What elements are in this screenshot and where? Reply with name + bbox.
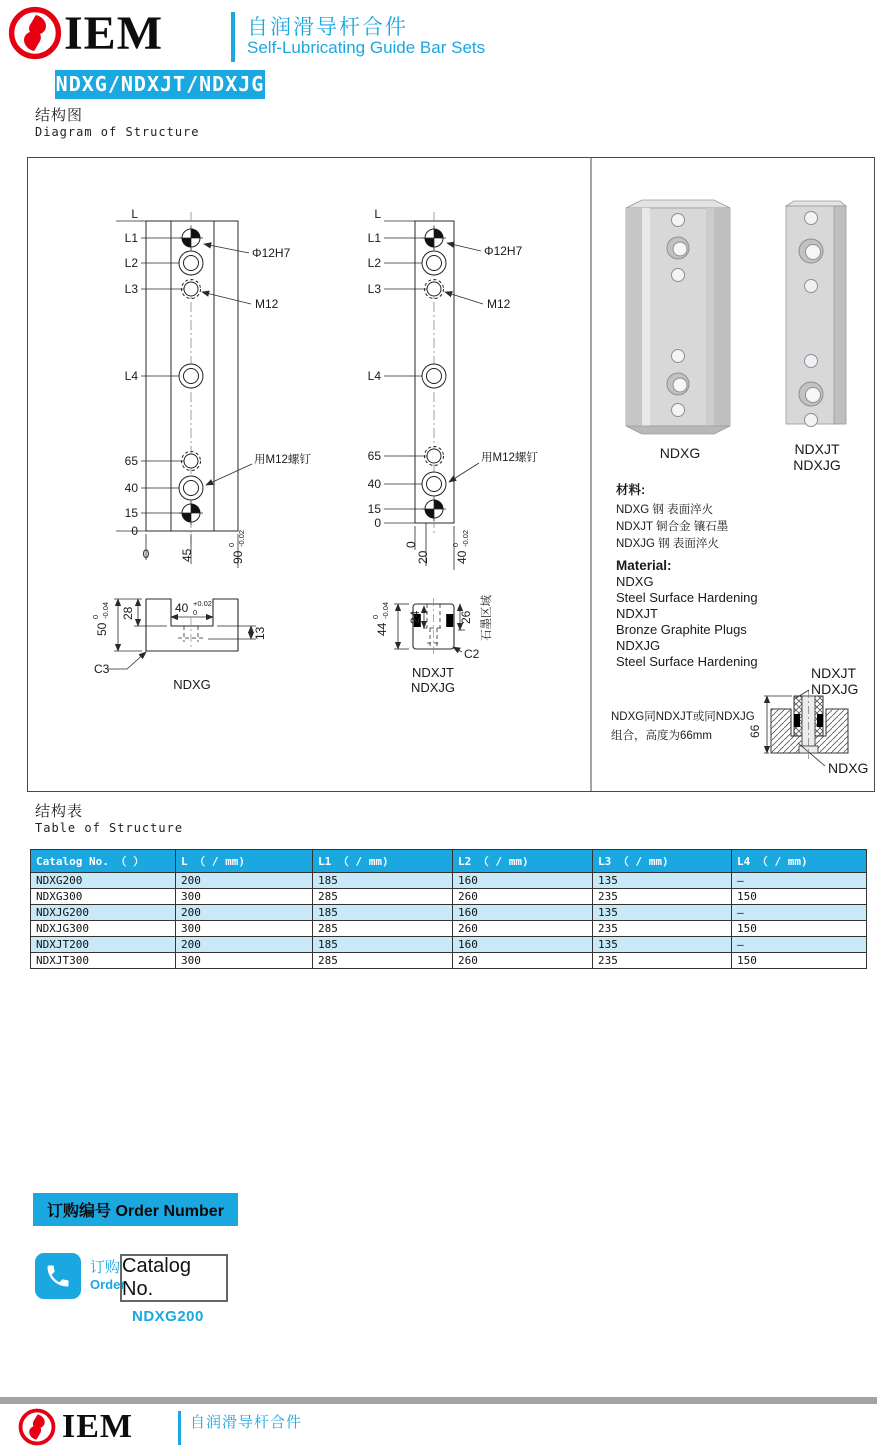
table-header-cell: Catalog No. （ ）: [31, 850, 176, 873]
footer-header-divider: [178, 1411, 181, 1445]
table-header-cell: L2 （ / mm): [453, 850, 593, 873]
table-header-cell: L （ / mm): [176, 850, 313, 873]
svg-text:+0.02: +0.02: [193, 599, 212, 608]
assembly-note-line2: 组合，高度为66mm: [611, 730, 712, 742]
table-header-cell: L3 （ / mm): [593, 850, 732, 873]
table-cell: 285: [313, 953, 453, 969]
graphite-zone-label: 石墨区域: [481, 595, 493, 641]
svg-text:40: 40: [455, 550, 469, 564]
callout-pin-hole: Φ12H7: [252, 246, 291, 260]
table-header-cell: L4 （ / mm): [732, 850, 867, 873]
bottom-dim-90: [227, 530, 246, 564]
table-cell: 185: [313, 905, 453, 921]
assembly-label-ndxjt: NDXJT: [811, 665, 857, 681]
table-cell: 135: [593, 873, 732, 889]
footer-header-partial: [18, 1408, 448, 1445]
structure-table: [30, 849, 867, 969]
structure-diagram: [27, 157, 875, 792]
material-zh-line1: NDXG 钢 表面淬火: [616, 504, 714, 516]
material-zh-line3: NDXJG 钢 表面淬火: [616, 538, 719, 550]
table-cell: 260: [453, 921, 593, 937]
material-en-line3: NDXJT: [616, 606, 658, 621]
catalog-example: NDXG200: [132, 1308, 204, 1325]
table-header-cell: L1 （ / mm): [313, 850, 453, 873]
table-header-row: [31, 850, 867, 873]
svg-text:0: 0: [91, 614, 100, 619]
chamfer-c2: C2: [464, 647, 480, 661]
table-cell: NDXJG300: [31, 921, 176, 937]
dim-label-40: 40: [124, 481, 138, 495]
svg-text:0: 0: [371, 614, 380, 619]
cross-section-ndxjt: [371, 595, 493, 695]
photo-label-ndxjg: NDXJG: [793, 457, 841, 473]
table-cell: 260: [453, 953, 593, 969]
table-cell: 135: [593, 937, 732, 953]
assembly-label-ndxjg: NDXJG: [811, 681, 859, 697]
dim-height-44: [371, 602, 390, 636]
callout-pin-hole: Φ12H7: [484, 244, 523, 258]
order-label-zh: 订购: [90, 1259, 121, 1276]
callout-thread: M12: [255, 297, 279, 311]
table-cell: NDXJT200: [31, 937, 176, 953]
section-label-ndxjg: NDXJG: [410, 680, 456, 695]
table-cell: 160: [453, 905, 593, 921]
svg-text:90: 90: [231, 550, 245, 564]
table-cell: 150: [732, 921, 867, 937]
dim-label-L2: L2: [124, 256, 138, 270]
section-label-ndxg: NDXG: [173, 677, 211, 692]
dim-depth-13: 13: [253, 626, 267, 640]
dim-label-65: 65: [367, 449, 381, 463]
assembly-diagram: [611, 665, 868, 776]
table-cell: 160: [453, 873, 593, 889]
brand-name: IEM: [64, 7, 163, 60]
page-title-zh: 自润滑导杆合件: [247, 16, 408, 39]
dim-label-L: L: [131, 207, 138, 221]
brand-logo-icon: [8, 6, 62, 65]
table-cell: 200: [176, 937, 313, 953]
photo-ndxjt: [786, 201, 846, 473]
material-en-line2: Steel Surface Hardening: [616, 590, 758, 605]
footer-divider: [0, 1397, 877, 1404]
table-cell: 160: [453, 937, 593, 953]
graphite-plug-right: [446, 614, 453, 627]
dim-label-L4: L4: [124, 369, 138, 383]
table-cell: 285: [313, 889, 453, 905]
table-cell: 200: [176, 905, 313, 921]
dim-slot-40: [175, 599, 212, 617]
table-cell: 150: [732, 889, 867, 905]
catalog-no-box: Catalog No.: [120, 1254, 228, 1302]
structure-title-en: Diagram of Structure: [35, 125, 200, 139]
dim-label-L1: L1: [124, 231, 138, 245]
table-cell: –: [732, 905, 867, 921]
photo-ndxg: [626, 200, 730, 461]
table-row: [31, 953, 867, 969]
dim-label-65: 65: [124, 454, 138, 468]
page-title-en: Self-Lubricating Guide Bar Sets: [247, 38, 486, 57]
material-block: [616, 482, 758, 669]
front-view-ndxg: [116, 207, 311, 568]
chamfer-c3: C3: [94, 662, 110, 676]
dim-outer-26: 26: [459, 610, 473, 624]
dim-label-40: 40: [367, 477, 381, 491]
table-cell: 150: [732, 953, 867, 969]
bottom-dim-0: 0: [142, 547, 150, 561]
table-cell: 135: [593, 905, 732, 921]
section-label-ndxjt: NDXJT: [412, 665, 454, 680]
table-title-en: Table of Structure: [35, 821, 184, 835]
table-row: [31, 921, 867, 937]
dim-height-50: [91, 602, 110, 636]
dim-label-L1: L1: [367, 231, 381, 245]
dim-inner-24: 24: [408, 610, 422, 624]
footer-brand-name: IEM: [62, 1408, 133, 1445]
footer-title-zh: 自润滑导杆合件: [190, 1414, 303, 1431]
svg-text:-0.04: -0.04: [381, 601, 390, 619]
table-title-zh: 结构表: [35, 803, 84, 820]
table-cell: –: [732, 937, 867, 953]
table-cell: 300: [176, 953, 313, 969]
dim-label-L4: L4: [367, 369, 381, 383]
dim-label-15: 15: [124, 506, 138, 520]
material-en-line1: NDXG: [616, 574, 654, 589]
table-cell: 260: [453, 889, 593, 905]
svg-text:-0.02: -0.02: [461, 529, 470, 547]
model-badge: NDXG/NDXJT/NDXJG: [55, 70, 265, 99]
callout-screw: 用M12螺钉: [481, 452, 538, 464]
dim-label-L3: L3: [367, 282, 381, 296]
table-cell: –: [732, 873, 867, 889]
dim-label-0: 0: [131, 524, 138, 538]
table-row: [31, 937, 867, 953]
dim-label-0: 0: [374, 516, 381, 530]
table-cell: NDXG200: [31, 873, 176, 889]
header-divider: [231, 12, 235, 62]
table-cell: 235: [593, 953, 732, 969]
table-row: [31, 905, 867, 921]
material-title-en: Material:: [616, 558, 672, 573]
phone-icon: [35, 1253, 81, 1299]
material-zh-line2: NDXJT 铜合金 镶石墨: [616, 521, 729, 533]
svg-text:-0.02: -0.02: [237, 529, 246, 547]
front-view-ndxjt: [368, 207, 539, 570]
assembly-note-line1: NDXG同NDXJT或同NDXJG: [611, 711, 755, 723]
table-cell: NDXG300: [31, 889, 176, 905]
cross-section-ndxg: [91, 599, 267, 692]
bottom-dim-0: 0: [404, 541, 418, 548]
bottom-dim-20: 20: [416, 550, 430, 564]
svg-text:-0.04: -0.04: [101, 601, 110, 619]
svg-text:44: 44: [375, 622, 389, 636]
table-cell: 300: [176, 889, 313, 905]
table-cell: 300: [176, 921, 313, 937]
photo-label-ndxjt: NDXJT: [794, 441, 840, 457]
table-cell: 285: [313, 921, 453, 937]
dim-shoulder-28: 28: [121, 606, 135, 620]
dim-label-L: L: [374, 207, 381, 221]
table-cell: 200: [176, 873, 313, 889]
assembly-dim-66: 66: [748, 724, 762, 738]
table-cell: 185: [313, 937, 453, 953]
table-cell: 235: [593, 921, 732, 937]
dim-label-L2: L2: [367, 256, 381, 270]
photo-label-ndxg: NDXG: [659, 445, 701, 461]
table-cell: 235: [593, 889, 732, 905]
bottom-dim-45: 45: [180, 548, 194, 562]
svg-text:50: 50: [95, 622, 109, 636]
dim-label-15: 15: [367, 502, 381, 516]
material-title-zh: 材料:: [616, 483, 646, 497]
table-cell: NDXJG200: [31, 905, 176, 921]
table-cell: 185: [313, 873, 453, 889]
svg-text:0: 0: [193, 608, 198, 617]
material-en-line5: NDXJG: [616, 638, 661, 653]
svg-text:0: 0: [451, 542, 460, 547]
table-row: [31, 889, 867, 905]
assembly-label-ndxg: NDXG: [828, 760, 869, 776]
footer-brand-logo-icon: [18, 1408, 56, 1451]
material-en-line4: Bronze Graphite Plugs: [616, 622, 747, 637]
structure-title-zh: 结构图: [35, 107, 84, 124]
svg-text:40: 40: [175, 601, 189, 615]
svg-text:0: 0: [227, 542, 236, 547]
table-row: [31, 873, 867, 889]
material-en-line6: Steel Surface Hardening: [616, 654, 758, 669]
order-number-badge: 订购编号 Order Number: [33, 1193, 238, 1226]
order-label-en: Order: [90, 1277, 126, 1292]
table-cell: NDXJT300: [31, 953, 176, 969]
dim-label-L3: L3: [124, 282, 138, 296]
callout-thread: M12: [487, 297, 511, 311]
callout-screw: 用M12螺钉: [254, 454, 311, 466]
